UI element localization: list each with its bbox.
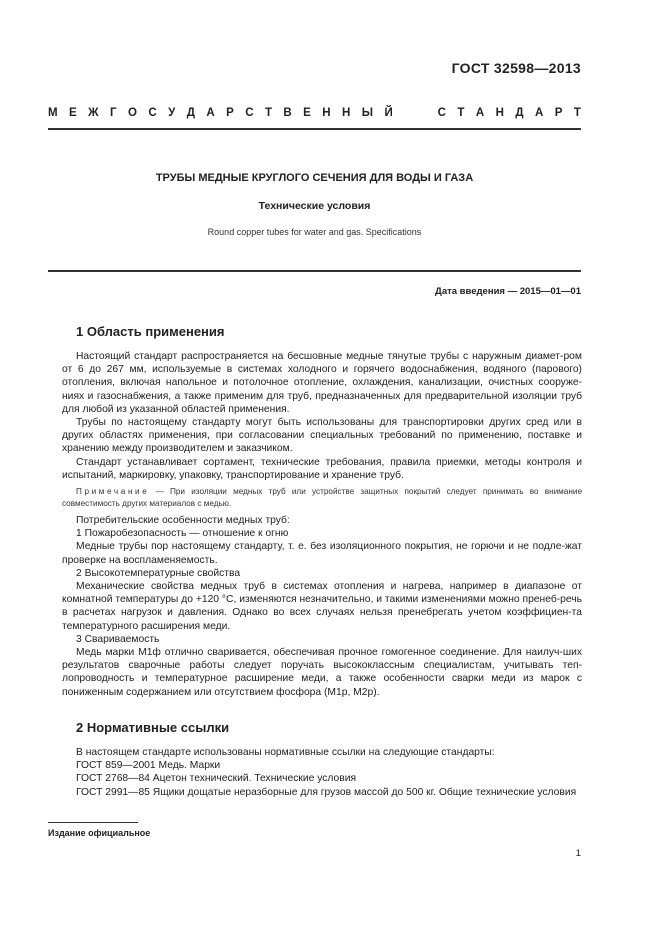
- standard-number: ГОСТ 32598—2013: [451, 60, 581, 76]
- paragraph: Механические свойства медных труб в системах отопления и нагрева, например в диапазоне от комнатной температуры до +120 °С, изменяются незначительно, и такими изменениями можно пренеб-речь в расчетах нагрузок и давления. Однако во всех случаях нельзя пренебрегать учетом коэффициен-та температурного расширения меди.: [62, 581, 582, 632]
- banner-gap: [404, 107, 426, 119]
- english-title: Round copper tubes for water and gas. Specifications: [207, 227, 422, 237]
- banner-letter: Т: [573, 107, 581, 119]
- banner-letter: В: [283, 107, 292, 119]
- banner-letter: С: [148, 107, 157, 119]
- section-heading-scope: 1 Область применения: [76, 324, 225, 339]
- paragraph: Трубы по настоящему стандарту могут быть использованы для транспортировки других сред или в других областях применения, при согласовании специальных требований по применению, поставке и хранению между производителем и заказчиком.: [62, 417, 582, 455]
- top-divider: [48, 128, 581, 130]
- banner-letter: Р: [554, 107, 563, 119]
- paragraph: Настоящий стандарт распространяется на бесшовные медные тянутые трубы с наружным диамет-ром от 6 до 267 мм, используемые в системах холодного и горячего водоснабжения, водяного (парового) отопления, включая напольное и потолочное отопление, охлаждения, канализации, очистных сооруже-ниях и газоснабжения, а также применим для труб, предназначенных для предварительной изоляции труб для любой из указанной областей применения.: [62, 351, 582, 415]
- section-heading-references: 2 Нормативные ссылки: [76, 720, 230, 735]
- banner-letter: А: [475, 107, 485, 119]
- banner-letter: Н: [322, 107, 331, 119]
- banner-letter: Н: [495, 107, 504, 119]
- banner-letter: Т: [264, 107, 272, 119]
- banner-letter: С: [437, 107, 446, 119]
- reference-item: ГОСТ 2768—84 Ацетон технический. Технические условия: [76, 773, 357, 785]
- reference-item: ГОСТ 859—2001 Медь. Марки: [76, 760, 221, 772]
- banner-letter: Е: [303, 107, 311, 119]
- banner-letter: Д: [515, 107, 524, 119]
- banner-letter: Т: [457, 107, 465, 119]
- paragraph: 3 Свариваемость: [76, 633, 160, 645]
- banner-letter: О: [127, 107, 137, 119]
- note-label: Примечание: [76, 487, 150, 497]
- paragraph: В настоящем стандарте использованы нормативные ссылки на следующие стандарты:: [76, 747, 495, 758]
- document-subtitle: Технические условия: [258, 200, 371, 212]
- banner-letter: Г: [109, 107, 117, 119]
- paragraph: Потребительские особенности медных труб:: [76, 515, 290, 527]
- banner-letter: А: [206, 107, 215, 119]
- paragraph: 2 Высокотемпературные свойства: [76, 567, 241, 579]
- banner-letter: С: [245, 107, 254, 119]
- banner-letter: М: [48, 107, 58, 119]
- paragraph: Медные трубы пор настоящему стандарту, т. е. без изоляционного покрытия, не горючи и не подле-жат проверке на воспламеняемость.: [62, 541, 582, 566]
- banner-letter: Р: [226, 107, 234, 119]
- note: [62, 486, 582, 510]
- footer-divider: [48, 822, 138, 823]
- section-body-scope: [62, 350, 582, 699]
- note-text: — При изоляции медных труб или устройстве защитных покрытий следует принимать во внимание совместимость других материалов с медью.: [62, 487, 582, 509]
- interstate-standard-banner: [48, 107, 581, 119]
- paragraph: Стандарт устанавливает сортамент, технические требования, правила приемки, методы контроля и испытаний, маркировку, упаковку, транспортирование и хранение труб.: [62, 456, 582, 481]
- title-divider: [48, 270, 581, 272]
- section-body-references: [62, 746, 582, 799]
- reference-item: ГОСТ 2991—85 Ящики дощатые неразборные для грузов массой до 500 кг. Общие технические условия: [76, 786, 577, 798]
- paragraph: Медь марки М1ф отлично сваривается, обеспечивая прочное гомогенное соединение. Для наилуч-ших результатов сварочные работы следует поручать высококлассным специалистам, учитывать теп-лопроводность и температурное расширение меди, а также особенности сварки меди из марок с пониженным содержанием или отсутствием фосфора (М1р, М2р).: [62, 647, 582, 698]
- banner-letter: Н: [342, 107, 351, 119]
- banner-letter: Ы: [361, 107, 374, 119]
- official-edition-label: Издание официальное: [48, 828, 151, 838]
- page-number: 1: [575, 848, 581, 859]
- introduction-date: Дата введения — 2015—01—01: [435, 286, 581, 297]
- banner-letter: Ж: [88, 107, 99, 119]
- banner-letter: У: [168, 107, 176, 119]
- banner-letter: Е: [69, 107, 77, 119]
- paragraph: 1 Пожаробезопасность — отношение к огню: [76, 528, 289, 540]
- document-title: ТРУБЫ МЕДНЫЕ КРУГЛОГО СЕЧЕНИЯ ДЛЯ ВОДЫ И ГАЗА: [155, 172, 474, 184]
- banner-letter: Д: [186, 107, 195, 119]
- banner-letter: А: [534, 107, 544, 119]
- banner-letter: Й: [384, 107, 393, 119]
